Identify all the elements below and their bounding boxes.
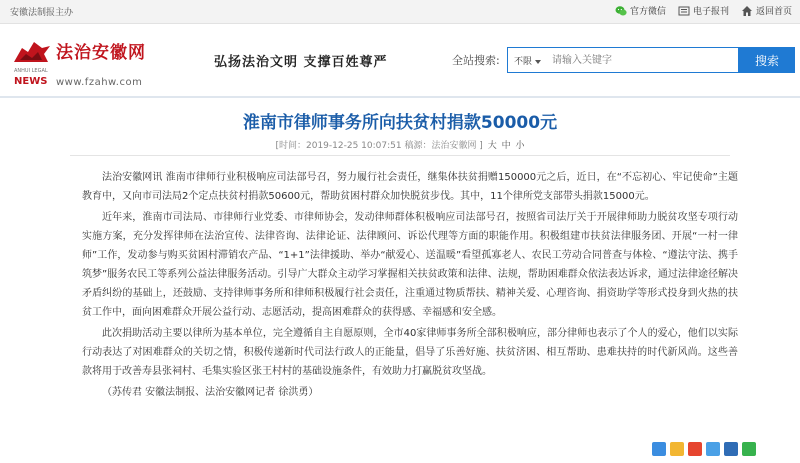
meta-divider [70,155,730,156]
official-wechat-label: 官方微信 [629,7,666,17]
article-meta-text: [时间：2019-12-25 10:07:51 稿源：法治安徽网 ] [275,141,483,151]
site-logo[interactable] [12,38,172,90]
search-scope-value: 不限 [514,57,533,67]
horse-logo-icon [12,38,52,66]
top-links [615,4,792,17]
home-label: 返回首页 [755,7,792,17]
font-size-large[interactable]: 大 [487,141,497,151]
share-tencent-icon[interactable] [706,442,720,456]
share-wechat-icon[interactable] [742,442,756,456]
home-link[interactable] [741,4,792,17]
article-byline: （苏传君 安徽法制报、法治安徽网记者 徐洪勇） [102,387,319,398]
font-size-small[interactable]: 小 [515,141,525,151]
newspaper-icon [678,5,690,17]
share-weibo-icon[interactable] [688,442,702,456]
header-divider [0,96,800,98]
wechat-icon [615,5,627,17]
site-slogan: 弘扬法治文明 支撑百姓尊严 [214,55,388,70]
search-scope-select[interactable] [514,54,541,67]
search-box [507,47,739,73]
article-meta [0,138,800,151]
share-bar [652,442,756,456]
site-url: www.fzahw.com [56,77,143,88]
article-body [82,168,738,404]
top-bar [0,0,800,24]
article-title: 淮南市律师事务所向扶贫村捐款50000元 [242,113,558,133]
share-renren-icon[interactable] [724,442,738,456]
chevron-down-icon [535,60,541,64]
article-paragraph: 近年来，淮南市司法局、市律师行业党委、市律师协会，发动律师群体积极响应司法部号召，按照省司法厅关于开展律师助力脱贫攻坚专项行动实施方案，充分发挥律师在法治宣传、法律咨询、法律论证、法律顾问、诉讼代理等方面的职能作用。积极组建市扶贫法律服务团、开展“一村一律师”工作，发动参与购买贫困村滞销农产品、“1+1”法律援助、举办“献爱心、送温暖”看望孤寡老人、农民工劳动合同普查与体检、“遵法守法、携手筑梦”服务农民工等系列公益法律服务活动。引导广大群众主动学习掌握相关扶贫政策和法律、法规，帮助困难群众依法表达诉求，通过法律途径解决矛盾纠纷的基础上，还鼓励、支持律师事务所和律师积极履行社会责任，注重通过物质帮扶、精神关爱、心理咨询、捐资助学等形式投身到火热的扶贫工作中，面向困难群众开展公益行动、志愿活动，提高困难群众的获得感、幸福感和安全感。 [82,212,738,318]
logo-subtitle: ANHUI LEGAL [14,68,48,74]
share-plus-icon[interactable] [652,442,666,456]
sponsor-text: 安徽法制报主办 [10,8,74,18]
site-header [0,24,800,94]
home-icon [741,5,753,17]
search-input[interactable] [552,51,732,69]
site-name: 法治安徽网 [56,43,146,63]
e-newspaper-label: 电子报刊 [692,7,729,17]
news-label: NEWS [14,76,48,87]
font-size-medium[interactable]: 中 [501,141,511,151]
article-paragraph: 法治安徽网讯 淮南市律师行业积极响应司法部号召，努力履行社会责任，继集体扶贫捐赠150000元之后，近日，在“不忘初心、牢记使命”主题教育中，又向市司法局2个定点扶贫村捐款50600元，帮助贫困村群众加快脱贫步伐。其中，11个律所党支部带头捐款15000元。 [82,172,738,202]
article-paragraph: 此次捐助活动主要以律所为基本单位，完全遵循自主自愿原则，全市40家律师事务所全部积极响应，部分律师也表示了个人的爱心，他们以实际行动表达了对困难群众的关切之情，积极传递新时代司法行政人的正能量，倡导了乐善好施、扶贫济困、相互帮助、患难扶持的时代新风尚。这些善款将用于改善寿县张祠村、毛集实验区张王村村的基础设施条件，有效助力打赢脱贫攻坚战。 [82,328,738,377]
search-button[interactable]: 搜索 [739,47,795,73]
e-newspaper-link[interactable] [678,4,729,17]
share-qzone-icon[interactable] [670,442,684,456]
official-wechat-link[interactable] [615,4,666,17]
search-label: 全站搜索: [452,54,500,67]
